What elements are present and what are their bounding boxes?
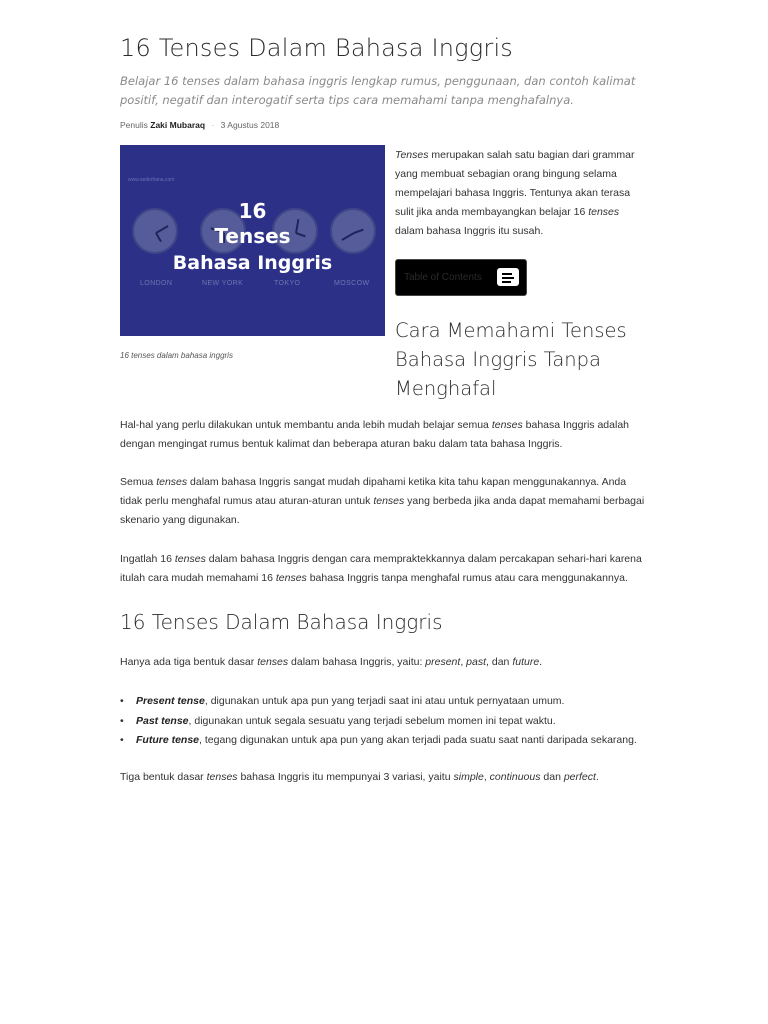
- table-of-contents-button[interactable]: [395, 259, 527, 296]
- list-icon: [497, 268, 519, 286]
- city-label: TOKYO: [274, 280, 301, 287]
- intro-em: Tenses: [395, 149, 429, 161]
- page-title: 16 Tenses Dalam Bahasa Inggris: [120, 34, 514, 62]
- toc-label: Table of Contents: [404, 272, 482, 283]
- author-link[interactable]: Zaki Mubaraq: [150, 120, 206, 130]
- image-title-line: Bahasa Inggris: [172, 252, 333, 274]
- intro-em: tenses: [588, 206, 620, 218]
- image-title-line: 16: [238, 199, 267, 223]
- city-label: NEW YORK: [202, 280, 244, 287]
- section-heading: Cara Memahami Tenses Bahasa Inggris Tanpa Menghafal: [395, 319, 627, 400]
- author-prefix: Penulis: [120, 120, 148, 130]
- list-term: Future tense: [136, 734, 200, 746]
- meta-separator: ·: [211, 120, 215, 130]
- list-item: • Past tense, digunakan untuk segala sesuatu yang terjadi sebelum momen ini tepat waktu.: [120, 712, 650, 732]
- section-heading: 16 Tenses Dalam Bahasa Inggris: [120, 610, 443, 634]
- intro-paragraph: [395, 146, 650, 241]
- list-item: • Present tense, digunakan untuk apa pun yang terjadi saat ini atau untuk pernyataan umum.: [120, 692, 650, 712]
- tense-list: [120, 692, 650, 751]
- paragraph: Tiga bentuk dasar tenses bahasa Inggris itu mempunyai 3 variasi, yaitu simple, continuous dan perfect.: [120, 771, 599, 783]
- paragraph: Semua tenses dalam bahasa Inggris sangat mudah dipahami ketika kita tahu kapan menggunakannya. Anda tidak perlu menghafal rumus atau aturan-aturan untuk tenses yang berbeda jika anda dapat memahami berbagai skenario yang digunakan.: [120, 476, 645, 526]
- image-caption: 16 tenses dalam bahasa inggris: [120, 351, 233, 360]
- list-term: Past tense: [136, 714, 189, 727]
- image-title-line: Tenses: [214, 224, 291, 248]
- paragraph: Hanya ada tiga bentuk dasar tenses dalam bahasa Inggris, yaitu: present, past, dan future.: [120, 656, 543, 668]
- intro-text: merupakan salah satu bagian dari grammar yang membuat sebagian orang bingung selama mempelajari bahasa Inggris. Tentunya akan terasa sulit jika anda membayangkan belajar 16: [395, 149, 635, 218]
- list-item: • Future tense, tegang digunakan untuk apa pun yang akan terjadi pada suatu saat nanti daripada sekarang.: [120, 731, 650, 751]
- publish-date: 3 Agustus 2018: [220, 120, 280, 130]
- list-term: Present tense: [136, 695, 205, 707]
- intro-text: dalam bahasa Inggris itu susah.: [395, 225, 544, 237]
- paragraph: Hal-hal yang perlu dilakukan untuk membantu anda lebih mudah belajar semua tenses bahasa Inggris adalah dengan mengingat rumus bentuk kalimat dan beberapa aturan baku dalam tata bahasa Inggris.: [120, 419, 629, 450]
- article-subtitle: Belajar 16 tenses dalam bahasa inggris lengkap rumus, penggunaan, dan contoh kalimat positif, negatif dan interogatif serta tips cara memahami tanpa menghafalnya.: [120, 74, 636, 107]
- paragraph: Ingatlah 16 tenses dalam bahasa Inggris dengan cara mempraktekkannya dalam percakapan sehari-hari karena itulah cara mudah memahami 16 tenses bahasa Inggris tanpa menghafal rumus atau cara menggunakannya.: [120, 553, 642, 584]
- image-watermark: www.sederhana.com: [128, 177, 175, 183]
- article-meta: [120, 120, 279, 130]
- featured-image: [120, 145, 385, 336]
- city-label: MOSCOW: [334, 280, 370, 287]
- city-label: LONDON: [140, 280, 173, 287]
